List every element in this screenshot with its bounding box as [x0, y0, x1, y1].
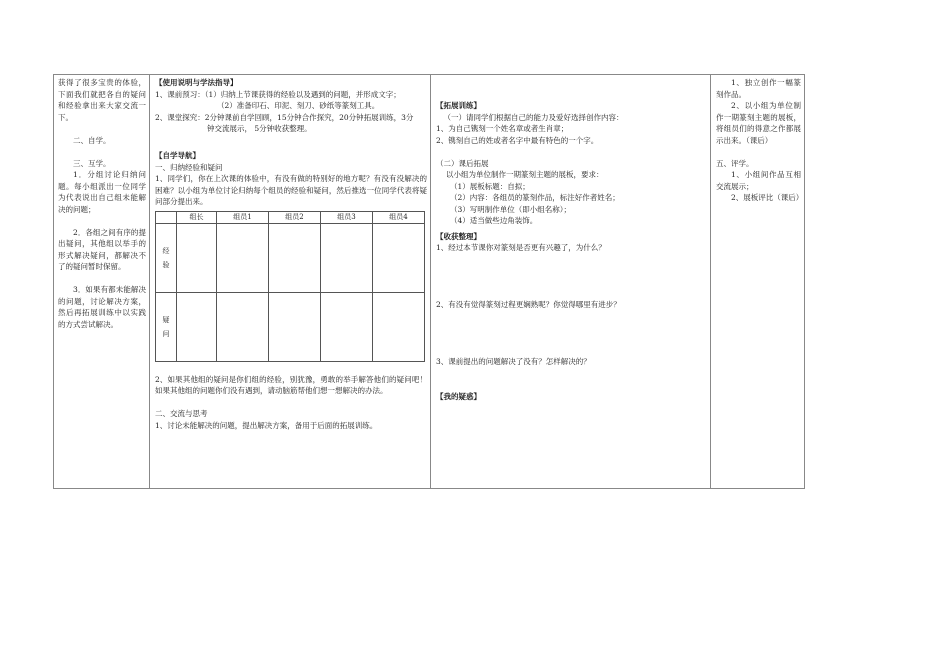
experience-question-table	[155, 211, 425, 363]
table-header-cell: 组长	[177, 211, 217, 224]
table-header-cell: 组员3	[321, 211, 373, 224]
section-mutual-study: 三、互学。	[73, 158, 111, 168]
harvest-question-3: 3、课前提出的问题解决了没有？怎样解决的？	[436, 357, 591, 366]
table-header-row	[156, 211, 425, 224]
table-cell[interactable]	[217, 293, 269, 362]
table-header-cell: 组员2	[269, 211, 321, 224]
table-cell[interactable]	[269, 224, 321, 293]
table-cell[interactable]	[177, 293, 217, 362]
heading-extension-training: 【拓展训练】	[436, 101, 481, 110]
task-2-text: 2、以小组为单位制作一期篆刻主题的展板，将组员们的得意之作都展示出来。（课后）	[716, 101, 801, 145]
table-cell[interactable]	[373, 224, 425, 293]
heading-instructions: 【使用说明与学法指导】	[155, 78, 238, 87]
row-label-experience: 经验	[156, 224, 177, 293]
table-header-cell: 组员1	[217, 211, 269, 224]
column-process	[54, 75, 150, 488]
task-1-text: 1、独立创作一幅篆刻作品。	[716, 78, 801, 99]
extension-b6: （4）适当做些边角装饰。	[450, 216, 538, 225]
heading-self-study-guide: 【自学导航】	[155, 151, 200, 160]
extension-b3: （1）展板标题：自拟；	[450, 181, 530, 191]
harvest-question-2: 2、有没有觉得篆刻过程更娴熟呢？你觉得哪里有进步？	[436, 300, 621, 309]
instruction-line-3: 2、课堂探究：2分钟课前自学回顾，15分钟合作探究，20分钟拓展训练，3分	[155, 112, 414, 122]
step-1-text: 1．分组讨论归纳问题。每小组派出一位同学为代表说出自己组未能解决的问题；	[58, 170, 146, 214]
question-2-text: 2、如果其他组的疑问是你们组的经验，别犹豫，勇敢的举手解答他们的疑问吧！如果其他组的问题你们没有遇到，请动脑筋帮他们想一想解决的办法。	[155, 374, 427, 395]
heading-harvest: 【收获整理】	[436, 231, 481, 241]
intro-text: 获得了很多宝贵的体验，下面我们就把各自的疑问和经验拿出来大家交流一下。	[58, 78, 146, 122]
extension-b4: （2）内容：各组员的篆刻作品，标注好作者姓名；	[450, 193, 620, 202]
table-header-cell	[156, 211, 177, 224]
table-cell[interactable]	[177, 224, 217, 293]
row-label-question: 疑问	[156, 293, 177, 362]
extension-a2: 1、为自己镌刻一个姓名章或者生肖章；	[436, 124, 569, 133]
subsection-exchange: 二、交流与思考	[155, 409, 208, 418]
table-row	[156, 293, 425, 362]
column-tasks	[711, 75, 804, 488]
step-3-text: 3．如果有都未能解决的问题，讨论解决方案，然后再拓展训练中以实践的方式尝试解决。	[58, 285, 146, 329]
table-cell[interactable]	[217, 224, 269, 293]
table-cell[interactable]	[321, 293, 373, 362]
table-row	[156, 224, 425, 293]
instruction-line-2: （2）准备印石、印泥、刻刀、砂纸等篆刻工具。	[217, 101, 380, 110]
table-cell[interactable]	[269, 293, 321, 362]
column-guide	[150, 75, 431, 488]
table-header-cell: 组员4	[373, 211, 425, 224]
column-extension	[431, 75, 711, 488]
extension-b2: 以小组为单位制作一期篆刻主题的展板，要求：	[446, 170, 604, 179]
table-cell[interactable]	[321, 224, 373, 293]
evaluation-2-text: 2、展板评比（课后）	[731, 193, 804, 202]
extension-b1: （二）课后拓展	[436, 158, 489, 168]
extension-a1: （一）请同学们根据自己的能力及爱好选择创作内容：	[443, 112, 624, 122]
section-self-study: 二、自学。	[73, 135, 111, 145]
heading-my-doubts: 【我的疑惑】	[436, 391, 481, 401]
harvest-question-1: 1、经过本节课你对篆刻是否更有兴趣了，为什么？	[436, 243, 606, 252]
table-cell[interactable]	[373, 293, 425, 362]
step-2-text: 2．各组之间有序的提出疑问，其他组以举手的形式解决疑问，都解决不了的疑问暂时保留。	[58, 227, 146, 271]
extension-b5: （3）写明制作单位（即小组名称）；	[450, 204, 572, 214]
instruction-line-4: 钟交流展示， 5分钟收获整理。	[207, 124, 312, 133]
question-3-text: 1、讨论未能解决的问题，提出解决方案，备用于后面的拓展训练。	[155, 420, 378, 430]
section-evaluation: 五、评学。	[716, 158, 754, 168]
question-1-text: 1、同学们，你在上次课的体验中，有没有做的特别好的地方呢？有没有没解决的困难？以小组为单位讨论归纳每个组员的经验和疑问，然后推选一位同学代表将疑问部分提出来。	[155, 174, 427, 206]
subsection-summary: 一、归纳经验和疑问	[155, 162, 223, 172]
evaluation-1-text: 1、小组间作品互相交流展示；	[716, 170, 801, 191]
extension-a3: 2、镌刻自己的姓或者名字中最有特色的一个字。	[436, 135, 599, 145]
instruction-line-1: 1、课前预习：（1）归纳上节课获得的经验以及遇到的问题，并形成文字；	[155, 89, 401, 99]
lesson-plan-page	[53, 74, 805, 489]
